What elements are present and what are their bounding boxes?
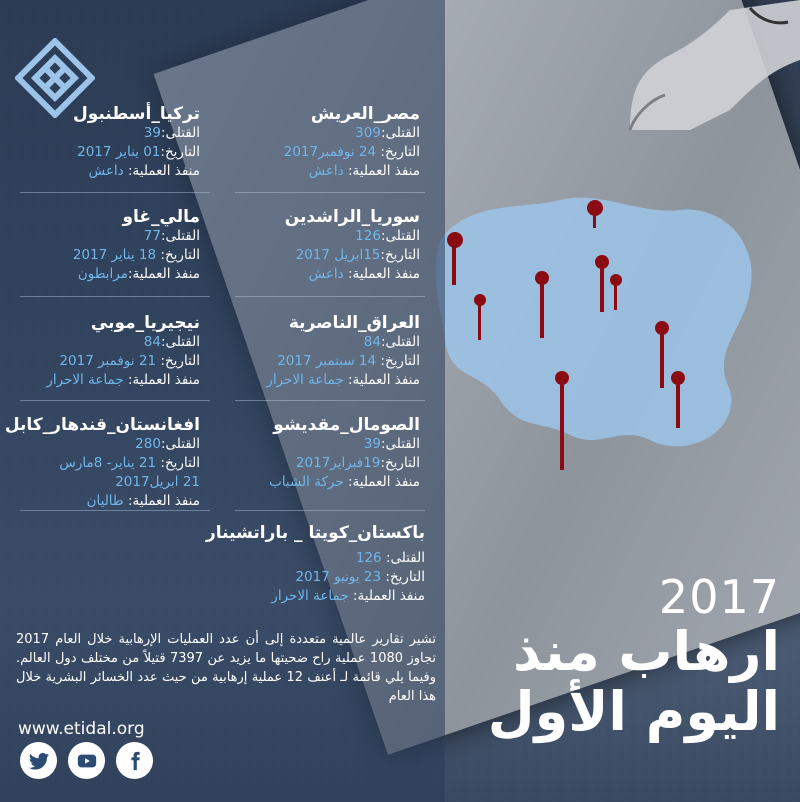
incident-title: مالي_غاو — [122, 207, 200, 227]
incident-perpetrator: منفذ العملية: داعش — [88, 163, 200, 179]
incident-perpetrator: منفذ العملية: جماعة الاحرار — [46, 372, 200, 388]
headline-line-1: ارهاب منذ — [512, 620, 780, 683]
incident-date: التاريخ: 21 يناير- 8مارس — [59, 455, 200, 471]
incident-title: العراق_الناصرية — [288, 313, 420, 333]
incident-iraq — [220, 313, 420, 390]
incident-turkey — [0, 104, 200, 181]
divider — [235, 192, 425, 193]
divider — [20, 510, 210, 511]
divider — [235, 296, 425, 297]
website-link[interactable]: www.etidal.org — [18, 719, 145, 739]
incident-nigeria — [0, 313, 200, 390]
incident-date: التاريخ: 14 سبتمبر 2017 — [277, 353, 420, 369]
incident-date: التاريخ:19فبراير2017 — [295, 455, 420, 471]
incident-date: التاريخ: 18 يناير 2017 — [72, 247, 200, 263]
youtube-icon[interactable] — [68, 742, 105, 779]
facebook-icon[interactable] — [116, 742, 153, 779]
incident-date: التاريخ: 23 يونيو 2017 — [295, 569, 425, 585]
year-label: 2017 — [658, 570, 780, 624]
incident-killed: القتلى:126 — [355, 228, 420, 244]
incident-killed: القتلى:77 — [143, 228, 200, 244]
incident-perpetrator: منفذ العملية: حركة الشباب — [269, 474, 420, 490]
incident-title: افغانستان_قندهار_كابل — [4, 415, 200, 435]
incident-mali — [0, 207, 200, 284]
world-map — [430, 180, 770, 470]
incident-perpetrator: منفذ العملية: داعش — [308, 266, 420, 282]
incident-title: نيجيريا_موبي — [90, 313, 200, 333]
incident-perpetrator: منفذ العملية: داعش — [308, 163, 420, 179]
incident-date: التاريخ: 24 نوفمبر2017 — [283, 144, 420, 160]
incident-date: التاريخ: 21 نوفمبر 2017 — [59, 353, 200, 369]
incident-date: التاريخ:01 يناير 2017 — [77, 144, 200, 160]
incident-date-2: 21 ابريل2017 — [115, 474, 200, 490]
divider — [20, 400, 210, 401]
divider — [235, 400, 425, 401]
incident-somalia — [220, 415, 420, 492]
incident-title: تركيا_أسطنبول — [72, 104, 200, 124]
incident-title: سوريا_الراشدين — [284, 207, 420, 227]
incident-title: الصومال_مقديشو — [273, 415, 420, 435]
divider — [20, 192, 210, 193]
divider — [235, 510, 425, 511]
headline — [420, 622, 780, 742]
incident-perpetrator: منفذ العملية: جماعة الاحرار — [266, 372, 420, 388]
incident-title: مصر_العريش — [310, 104, 420, 124]
incident-date: التاريخ:15ابريل 2017 — [295, 247, 420, 263]
incident-killed: القتلى:280 — [135, 436, 200, 452]
divider — [20, 296, 210, 297]
incident-perpetrator: منفذ العملية: جماعة الاحرار — [271, 588, 425, 604]
incident-killed: القتلى:39 — [363, 436, 420, 452]
incident-killed: القتلى:84 — [143, 334, 200, 350]
incident-title: باكستان_كويتا _ باراتشينار — [206, 523, 425, 543]
twitter-icon[interactable] — [20, 742, 57, 779]
incident-egypt — [220, 104, 420, 181]
incident-killed: القتلى:39 — [143, 125, 200, 141]
description: تشير تقارير عالمية متعددة إلى أن عدد العمليات الإرهابية خلال العام 2017 تجاوز 1080 عملية راح ضحيتها ما يزيد عن 7397 قتيلاً من مختلف دول العالم. وفيما يلي قائمة لـ أعنف 12 عملية إرهابية من حيث عدد الخسائر البشرية خلال هذا العام — [16, 632, 436, 704]
headline-line-2: اليوم الأول — [487, 680, 780, 743]
incident-perpetrator: منفذ العملية: طاليان — [86, 493, 200, 509]
incident-killed: القتلى:309 — [355, 125, 420, 141]
incident-killed: القتلى: 126 — [355, 550, 425, 566]
incident-killed: القتلى:84 — [363, 334, 420, 350]
hand-illustration — [610, 0, 800, 130]
incident-syria — [220, 207, 420, 284]
incident-pakistan — [140, 523, 425, 606]
incident-perpetrator: منفذ العملية:مرابطون — [77, 266, 200, 282]
incident-afghanistan — [0, 415, 200, 511]
